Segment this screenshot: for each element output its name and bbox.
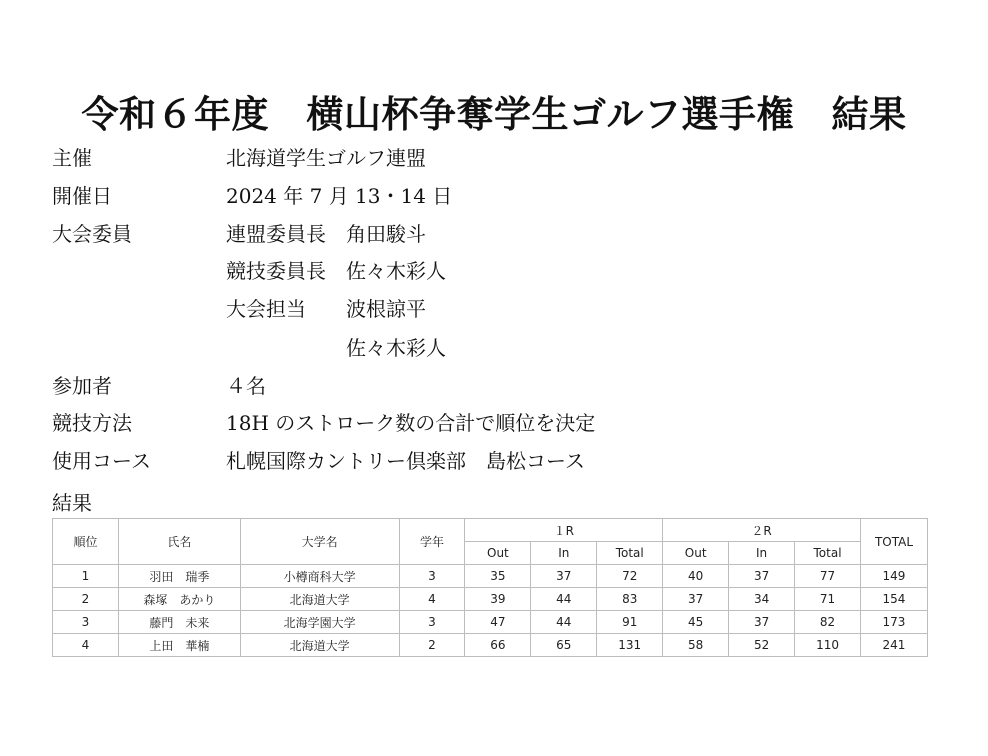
cell-r2-in: 37 — [729, 611, 795, 634]
cell-name: 藤門 未来 — [118, 611, 240, 634]
header-round2: ２R — [663, 519, 861, 542]
cell-rank: 4 — [53, 634, 119, 657]
cell-r2-total: 110 — [795, 634, 861, 657]
cell-name: 羽田 瑞季 — [118, 565, 240, 588]
committee-member: 連盟委員長 角田駿斗 — [226, 222, 426, 246]
committee-member: 競技委員長 佐々木彩人 — [226, 259, 446, 283]
header-name: 氏名 — [118, 519, 240, 565]
cell-r1-out: 47 — [465, 611, 531, 634]
header-round1: １R — [465, 519, 663, 542]
table-row — [53, 565, 928, 588]
cell-university: 北海学園大学 — [240, 611, 399, 634]
cell-r1-in: 44 — [531, 611, 597, 634]
cell-total: 241 — [860, 634, 927, 657]
cell-r1-out: 39 — [465, 588, 531, 611]
results-table — [52, 518, 928, 657]
cell-r2-in: 52 — [729, 634, 795, 657]
page-title: 令和６年度 横山杯争奪学生ゴルフ選手権 結果 — [81, 92, 907, 136]
cell-r2-total: 82 — [795, 611, 861, 634]
cell-grade: 4 — [399, 588, 465, 611]
header-university: 大学名 — [240, 519, 399, 565]
header-rank: 順位 — [53, 519, 119, 565]
cell-r1-in: 37 — [531, 565, 597, 588]
cell-r1-total: 131 — [597, 634, 663, 657]
cell-university: 小樽商科大学 — [240, 565, 399, 588]
cell-r2-total: 77 — [795, 565, 861, 588]
cell-r2-in: 34 — [729, 588, 795, 611]
cell-r2-total: 71 — [795, 588, 861, 611]
cell-total: 173 — [860, 611, 927, 634]
results-label: 結果 — [52, 491, 92, 515]
cell-rank: 3 — [53, 611, 119, 634]
method-label: 競技方法 — [52, 411, 132, 435]
date-value: 2024 年 7 月 13・14 日 — [226, 184, 453, 208]
table-row — [53, 611, 928, 634]
cell-grade: 3 — [399, 611, 465, 634]
committee-member: 佐々木彩人 — [226, 336, 446, 360]
cell-university: 北海道大学 — [240, 588, 399, 611]
cell-name: 上田 華楠 — [118, 634, 240, 657]
cell-r2-in: 37 — [729, 565, 795, 588]
cell-r2-out: 58 — [663, 634, 729, 657]
cell-r2-out: 37 — [663, 588, 729, 611]
cell-r1-in: 44 — [531, 588, 597, 611]
header-grade: 学年 — [399, 519, 465, 565]
cell-total: 149 — [860, 565, 927, 588]
host-value: 北海道学生ゴルフ連盟 — [226, 146, 426, 170]
cell-name: 森塚 あかり — [118, 588, 240, 611]
header-r1-total: Total — [597, 542, 663, 565]
cell-rank: 1 — [53, 565, 119, 588]
method-value: 18H のストローク数の合計で順位を決定 — [226, 411, 596, 435]
host-label: 主催 — [52, 146, 92, 170]
cell-r1-total: 83 — [597, 588, 663, 611]
header-r1-in: In — [531, 542, 597, 565]
header-r2-in: In — [729, 542, 795, 565]
participants-value: ４名 — [226, 374, 266, 398]
cell-grade: 2 — [399, 634, 465, 657]
header-r2-out: Out — [663, 542, 729, 565]
header-r2-total: Total — [795, 542, 861, 565]
committee-label: 大会委員 — [52, 222, 132, 246]
cell-rank: 2 — [53, 588, 119, 611]
cell-r2-out: 40 — [663, 565, 729, 588]
participants-label: 参加者 — [52, 374, 112, 398]
cell-r1-total: 91 — [597, 611, 663, 634]
cell-total: 154 — [860, 588, 927, 611]
date-label: 開催日 — [52, 184, 112, 208]
table-row — [53, 634, 928, 657]
cell-university: 北海道大学 — [240, 634, 399, 657]
course-value: 札幌国際カントリー倶楽部 島松コース — [226, 449, 585, 473]
course-label: 使用コース — [52, 449, 151, 473]
cell-r1-out: 35 — [465, 565, 531, 588]
header-total: TOTAL — [860, 519, 927, 565]
cell-grade: 3 — [399, 565, 465, 588]
table-row — [53, 588, 928, 611]
cell-r1-out: 66 — [465, 634, 531, 657]
cell-r1-in: 65 — [531, 634, 597, 657]
cell-r1-total: 72 — [597, 565, 663, 588]
cell-r2-out: 45 — [663, 611, 729, 634]
committee-member: 大会担当 波根諒平 — [226, 297, 426, 321]
header-r1-out: Out — [465, 542, 531, 565]
